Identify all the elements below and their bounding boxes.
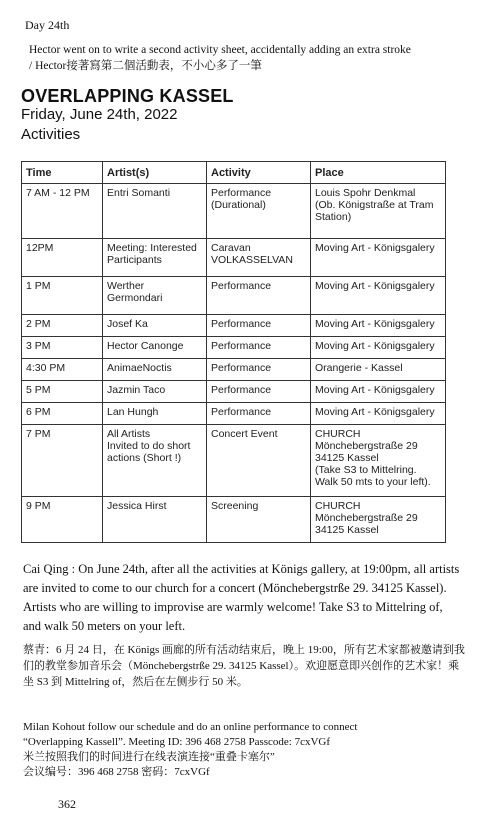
note-english: Cai Qing : On June 24th, after all the activities at Kӧnigs gallery, at 19:00pm, all artists are invited to come to our church for a concert (Mӧnchebergstrße 29. 34125 Kassel). Artists who are willing to improvise are warmly welcome! Take S3 to Mittelring of, and walk 50 meters on your left. bbox=[23, 562, 460, 633]
header-time: Time bbox=[22, 162, 103, 184]
cell-artist: Entri Somanti bbox=[103, 184, 207, 239]
cell-time: 9 PM bbox=[22, 497, 103, 543]
cell-time: 2 PM bbox=[22, 315, 103, 337]
page-number: 362 bbox=[58, 797, 76, 811]
table-row bbox=[22, 403, 446, 425]
cell-time: 7 PM bbox=[22, 425, 103, 497]
intro-caption bbox=[29, 42, 469, 74]
note-chinese: 蔡青：6 月 24 日，在 Kӧnigs 画廊的所有活动结束后，晚上 19:00，所有艺术家都被邀请到我们的教堂参加音乐会（Mӧnchebergstrße 29. 34125 Kassel）。欢迎愿意即兴创作的艺术家！乘坐 S3 到 Mittelring of，然后在左侧步行 50 米。 bbox=[23, 644, 465, 688]
cell-time: 7 AM - 12 PM bbox=[22, 184, 103, 239]
cell-activity: Performance bbox=[207, 315, 311, 337]
sheet-title: OVERLAPPING KASSEL bbox=[21, 86, 234, 106]
cell-time: 6 PM bbox=[22, 403, 103, 425]
cell-activity: Performance bbox=[207, 337, 311, 359]
table-row bbox=[22, 359, 446, 381]
cell-artist: Werther Germondari bbox=[103, 277, 207, 315]
cell-time: 4:30 PM bbox=[22, 359, 103, 381]
table-row bbox=[22, 497, 446, 543]
cell-activity: Performance (Durational) bbox=[207, 184, 311, 239]
cell-time: 12PM bbox=[22, 239, 103, 277]
cell-artist: Josef Ka bbox=[103, 315, 207, 337]
cell-artist: Jessica Hirst bbox=[103, 497, 207, 543]
cell-artist: AnimaeNoctis bbox=[103, 359, 207, 381]
cell-artist: Lan Hungh bbox=[103, 403, 207, 425]
header-activity: Activity bbox=[207, 162, 311, 184]
online-line-3: 米兰按照我们的时间进行在线表演连接“重叠卡塞尔” bbox=[23, 751, 275, 763]
day-heading: Day 24th bbox=[25, 18, 70, 32]
table-row bbox=[22, 315, 446, 337]
cell-time: 3 PM bbox=[22, 337, 103, 359]
online-performance-note bbox=[23, 720, 468, 780]
sheet-date: Friday, June 24th, 2022 bbox=[21, 106, 178, 123]
online-line-2: “Overlapping Kassell”. Meeting ID: 396 468 2758 Passcode: 7cxVGf bbox=[23, 736, 331, 748]
cell-place: Moving Art - Königsgalery bbox=[311, 403, 446, 425]
cell-activity: Performance bbox=[207, 359, 311, 381]
cell-activity: Performance bbox=[207, 403, 311, 425]
cell-place: CHURCH Mönchebergstraße 29 34125 Kassel bbox=[311, 497, 446, 543]
cell-time: 5 PM bbox=[22, 381, 103, 403]
cell-place: Moving Art - Königsgalery bbox=[311, 381, 446, 403]
cell-artist: Meeting: Interested Participants bbox=[103, 239, 207, 277]
cell-activity: Caravan VOLKASSELVAN bbox=[207, 239, 311, 277]
cell-place: Orangerie - Kassel bbox=[311, 359, 446, 381]
table-row bbox=[22, 277, 446, 315]
table-header-row bbox=[22, 162, 446, 184]
cell-activity: Concert Event bbox=[207, 425, 311, 497]
cell-activity: Performance bbox=[207, 277, 311, 315]
cell-place: CHURCH Mönchebergstraße 29 34125 Kassel (Take S3 to Mittelring. Walk 50 mts to your left). bbox=[311, 425, 446, 497]
cell-artist: Hector Canonge bbox=[103, 337, 207, 359]
table-row bbox=[22, 184, 446, 239]
schedule-table bbox=[21, 161, 446, 543]
intro-caption-en: Hector went on to write a second activity sheet, accidentally adding an extra stroke bbox=[29, 44, 411, 56]
cell-time: 1 PM bbox=[22, 277, 103, 315]
intro-caption-zh: / Hector接著寫第二個活動表，不小心多了一筆 bbox=[29, 60, 262, 72]
cell-activity: Screening bbox=[207, 497, 311, 543]
cell-place: Moving Art - Königsgalery bbox=[311, 337, 446, 359]
table-row bbox=[22, 381, 446, 403]
table-row bbox=[22, 337, 446, 359]
cell-activity: Performance bbox=[207, 381, 311, 403]
cell-artist: All Artists Invited to do short actions (Short !) bbox=[103, 425, 207, 497]
cell-place: Moving Art - Königsgalery bbox=[311, 315, 446, 337]
cell-place: Moving Art - Königsgalery bbox=[311, 277, 446, 315]
table-row bbox=[22, 425, 446, 497]
online-line-4: 会议编号：396 468 2758 密码：7cxVGf bbox=[23, 766, 210, 778]
cell-place: Moving Art - Königsgalery bbox=[311, 239, 446, 277]
header-artists: Artist(s) bbox=[103, 162, 207, 184]
header-place: Place bbox=[311, 162, 446, 184]
cell-artist: Jazmin Taco bbox=[103, 381, 207, 403]
online-line-1: Milan Kohout follow our schedule and do an online performance to connect bbox=[23, 721, 358, 733]
sheet-subtitle: Activities bbox=[21, 126, 81, 143]
table-row bbox=[22, 239, 446, 277]
cell-place: Louis Spohr Denkmal (Ob. Königstraße at Tram Station) bbox=[311, 184, 446, 239]
